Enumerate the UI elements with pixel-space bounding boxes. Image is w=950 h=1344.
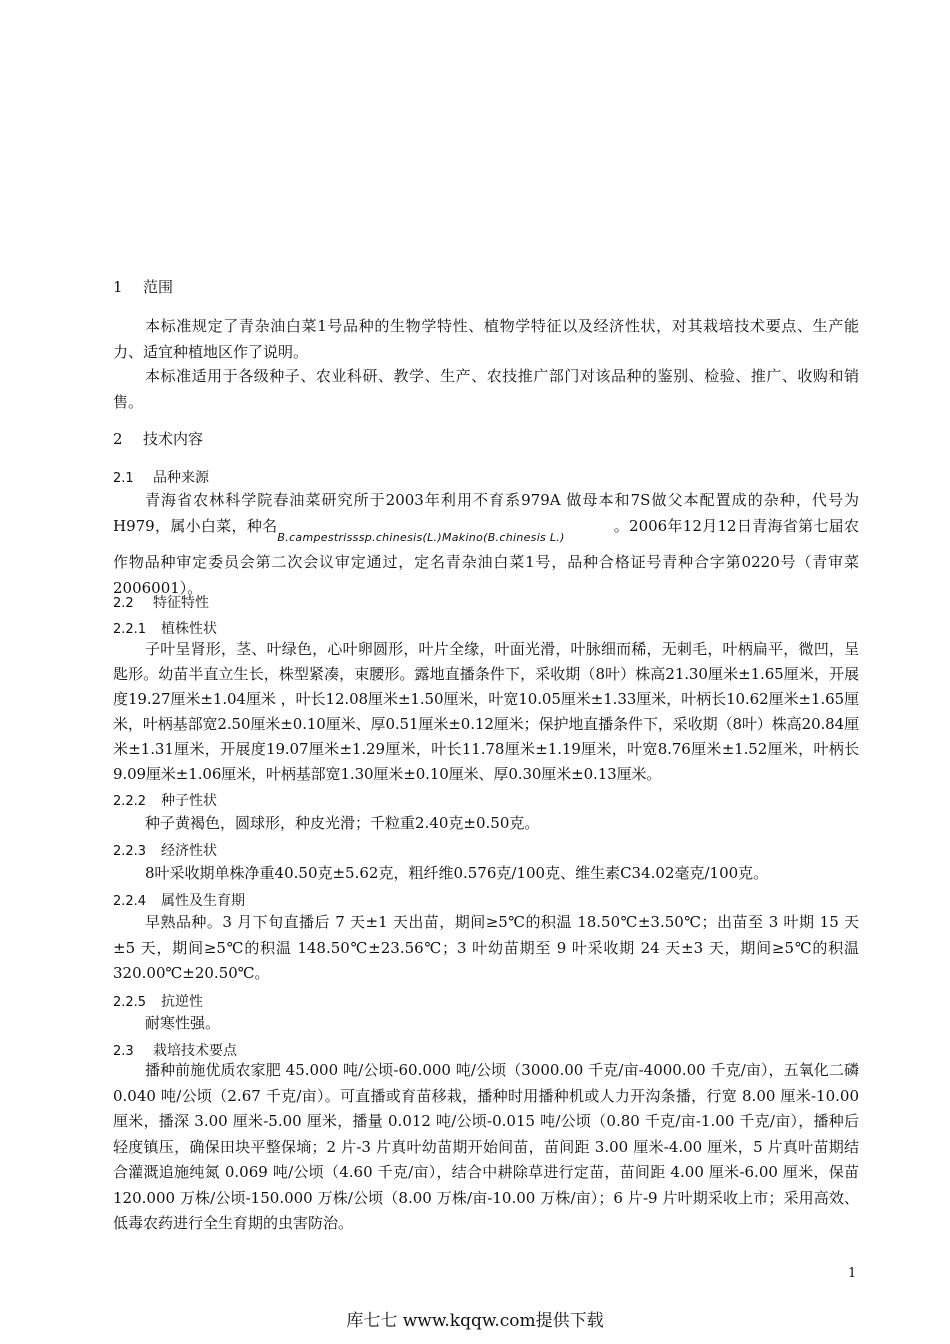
paragraph: 本标准规定了青杂油白菜1号品种的生物学特性、植物学特征以及经济性状，对其栽培技术要点、生产能力、适宜种植地区作了说明。 xyxy=(113,317,859,361)
subsection-heading xyxy=(113,890,245,910)
footer-text: 库七七 www.kqqw.com提供下载 xyxy=(346,1311,604,1331)
subsection-number: 2.3 xyxy=(113,1044,134,1059)
subsection-number: 2.2.2 xyxy=(113,794,147,809)
paragraph: 本标准适用于各级种子、农业科研、教学、生产、农技推广部门对该品种的鉴别、检验、推广、收购和销售。 xyxy=(113,367,859,411)
subsection-title: 栽培技术要点 xyxy=(153,1043,237,1059)
section-title: 范围 xyxy=(143,278,174,296)
paragraph-text: 青海省农林科学院春油菜研究所于2003年利用不育系979A 做母本和7S做父本配置成的杂种，代号为H979，属小白菜，种名 xyxy=(113,491,859,535)
subsection-heading xyxy=(113,618,217,638)
subsection-heading xyxy=(113,790,217,810)
subsection-heading xyxy=(113,840,217,860)
paragraph: 早熟品种。3 月下旬直播后 7 天±1 天出苗，期间≥5℃的积温 18.50℃±3.50℃；出苗至 3 叶期 15 天±5 天，期间≥5℃的积温 148.50℃±23.56℃；3 叶幼苗期至 9 叶采收期 24 天±3 天，期间≥5℃的积温 320.00℃±20.50℃。 xyxy=(113,913,859,982)
subsection-title: 品种来源 xyxy=(153,470,209,486)
subsection-heading xyxy=(113,991,203,1011)
page-number: 1 xyxy=(848,1266,857,1281)
subsection-heading xyxy=(113,467,209,487)
paragraph: 种子黄褐色，圆球形，种皮光滑；千粒重2.40克±0.50克。 xyxy=(145,814,540,832)
subsection-number: 2.2.3 xyxy=(113,844,147,859)
paragraph: 8叶采收期单株净重40.50克±5.62克，粗纤维0.576克/100克、维生素C34.02毫克/100克。 xyxy=(145,864,769,882)
subsection-title: 种子性状 xyxy=(161,793,217,809)
subsection-heading xyxy=(113,592,209,612)
section-heading xyxy=(113,428,203,449)
section-heading xyxy=(113,276,173,297)
paragraph: 播种前施优质农家肥 45.000 吨/公顷-60.000 吨/公顷（3000.00 千克/亩-4000.00 千克/亩），五氧化二磷 0.040 吨/公顷（2.67 千克/亩）。可直播或育苗移栽，播种时用播种机或人力开沟条播，行宽 8.00 厘米-10.00 厘米，播深 3.00 厘米-5.00 厘米，播量 0.012 吨/公顷-0.015 吨/公顷（0.80 千克/亩-1.00 千克/亩），播种后轻度镇压，确保田块平整保墒；2 片-3 片真叶幼苗期开始间苗，苗间距 3.00 厘米-4.00 厘米，5 片真叶苗期结合灌溉追施纯氮 0.069 吨/公顷（4.60 千克/亩），结合中耕除草进行定苗，苗间距 4.00 厘米-6.00 厘米，保苗 120.000 万株/公顷-150.000 万株/公顷（8.00 万株/亩-10.00 万株/亩）；6 片-9 片叶期采收上市；采用高效、低毒农药进行全生育期的虫害防治。 xyxy=(113,1061,859,1232)
subsection-number: 2.2.1 xyxy=(113,622,147,637)
subsection-title: 植株性状 xyxy=(161,621,217,637)
paragraph: 耐寒性强。 xyxy=(145,1014,221,1032)
latin-species-name: B.campestrisssp.chinesis(L.)Makino(B.chinesis L.) xyxy=(277,530,565,544)
section-title: 技术内容 xyxy=(143,430,204,448)
subsection-heading xyxy=(113,1040,237,1060)
subsection-title: 特征特性 xyxy=(153,595,209,611)
paragraph: 子叶呈肾形，茎、叶绿色，心叶卵圆形，叶片全缘，叶面光滑，叶脉细而稀，无刺毛，叶柄扁平，微凹，呈匙形。幼苗半直立生长，株型紧凑，束腰形。露地直播条件下，采收期（8叶）株高21.30厘米±1.65厘米，开展度19.27厘米±1.04厘米 ，叶长12.08厘米±1.50厘米，叶宽10.05厘米±1.33厘米，叶柄长10.62厘米±1.65厘米，叶柄基部宽2.50厘米±0.10厘米、厚0.51厘米±0.12厘米；保护地直播条件下，采收期（8叶）株高20.84厘米±1.31厘米，开展度19.07厘米±1.29厘米，叶长11.78厘米±1.19厘米，叶宽8.76厘米±1.52厘米，叶柄长9.09厘米±1.06厘米，叶柄基部宽1.30厘米±0.10厘米、厚0.30厘米±0.13厘米。 xyxy=(113,640,859,783)
section-number: 1 xyxy=(113,278,123,296)
section-number: 2 xyxy=(113,430,123,448)
paragraph xyxy=(113,488,859,601)
subsection-title: 属性及生育期 xyxy=(161,893,245,909)
paragraph-text: 。2006年12月12日青海省第七届农作物品种审定委员会第二次会议审定通过，定名青杂油白菜1号，品种合格证号青种合字第0220号（青审菜2006001）。 xyxy=(113,516,859,597)
subsection-number: 2.2 xyxy=(113,596,134,611)
subsection-number: 2.2.5 xyxy=(113,995,147,1010)
subsection-number: 2.2.4 xyxy=(113,894,147,909)
subsection-number: 2.1 xyxy=(113,471,134,486)
subsection-title: 抗逆性 xyxy=(161,994,203,1010)
subsection-title: 经济性状 xyxy=(161,843,217,859)
